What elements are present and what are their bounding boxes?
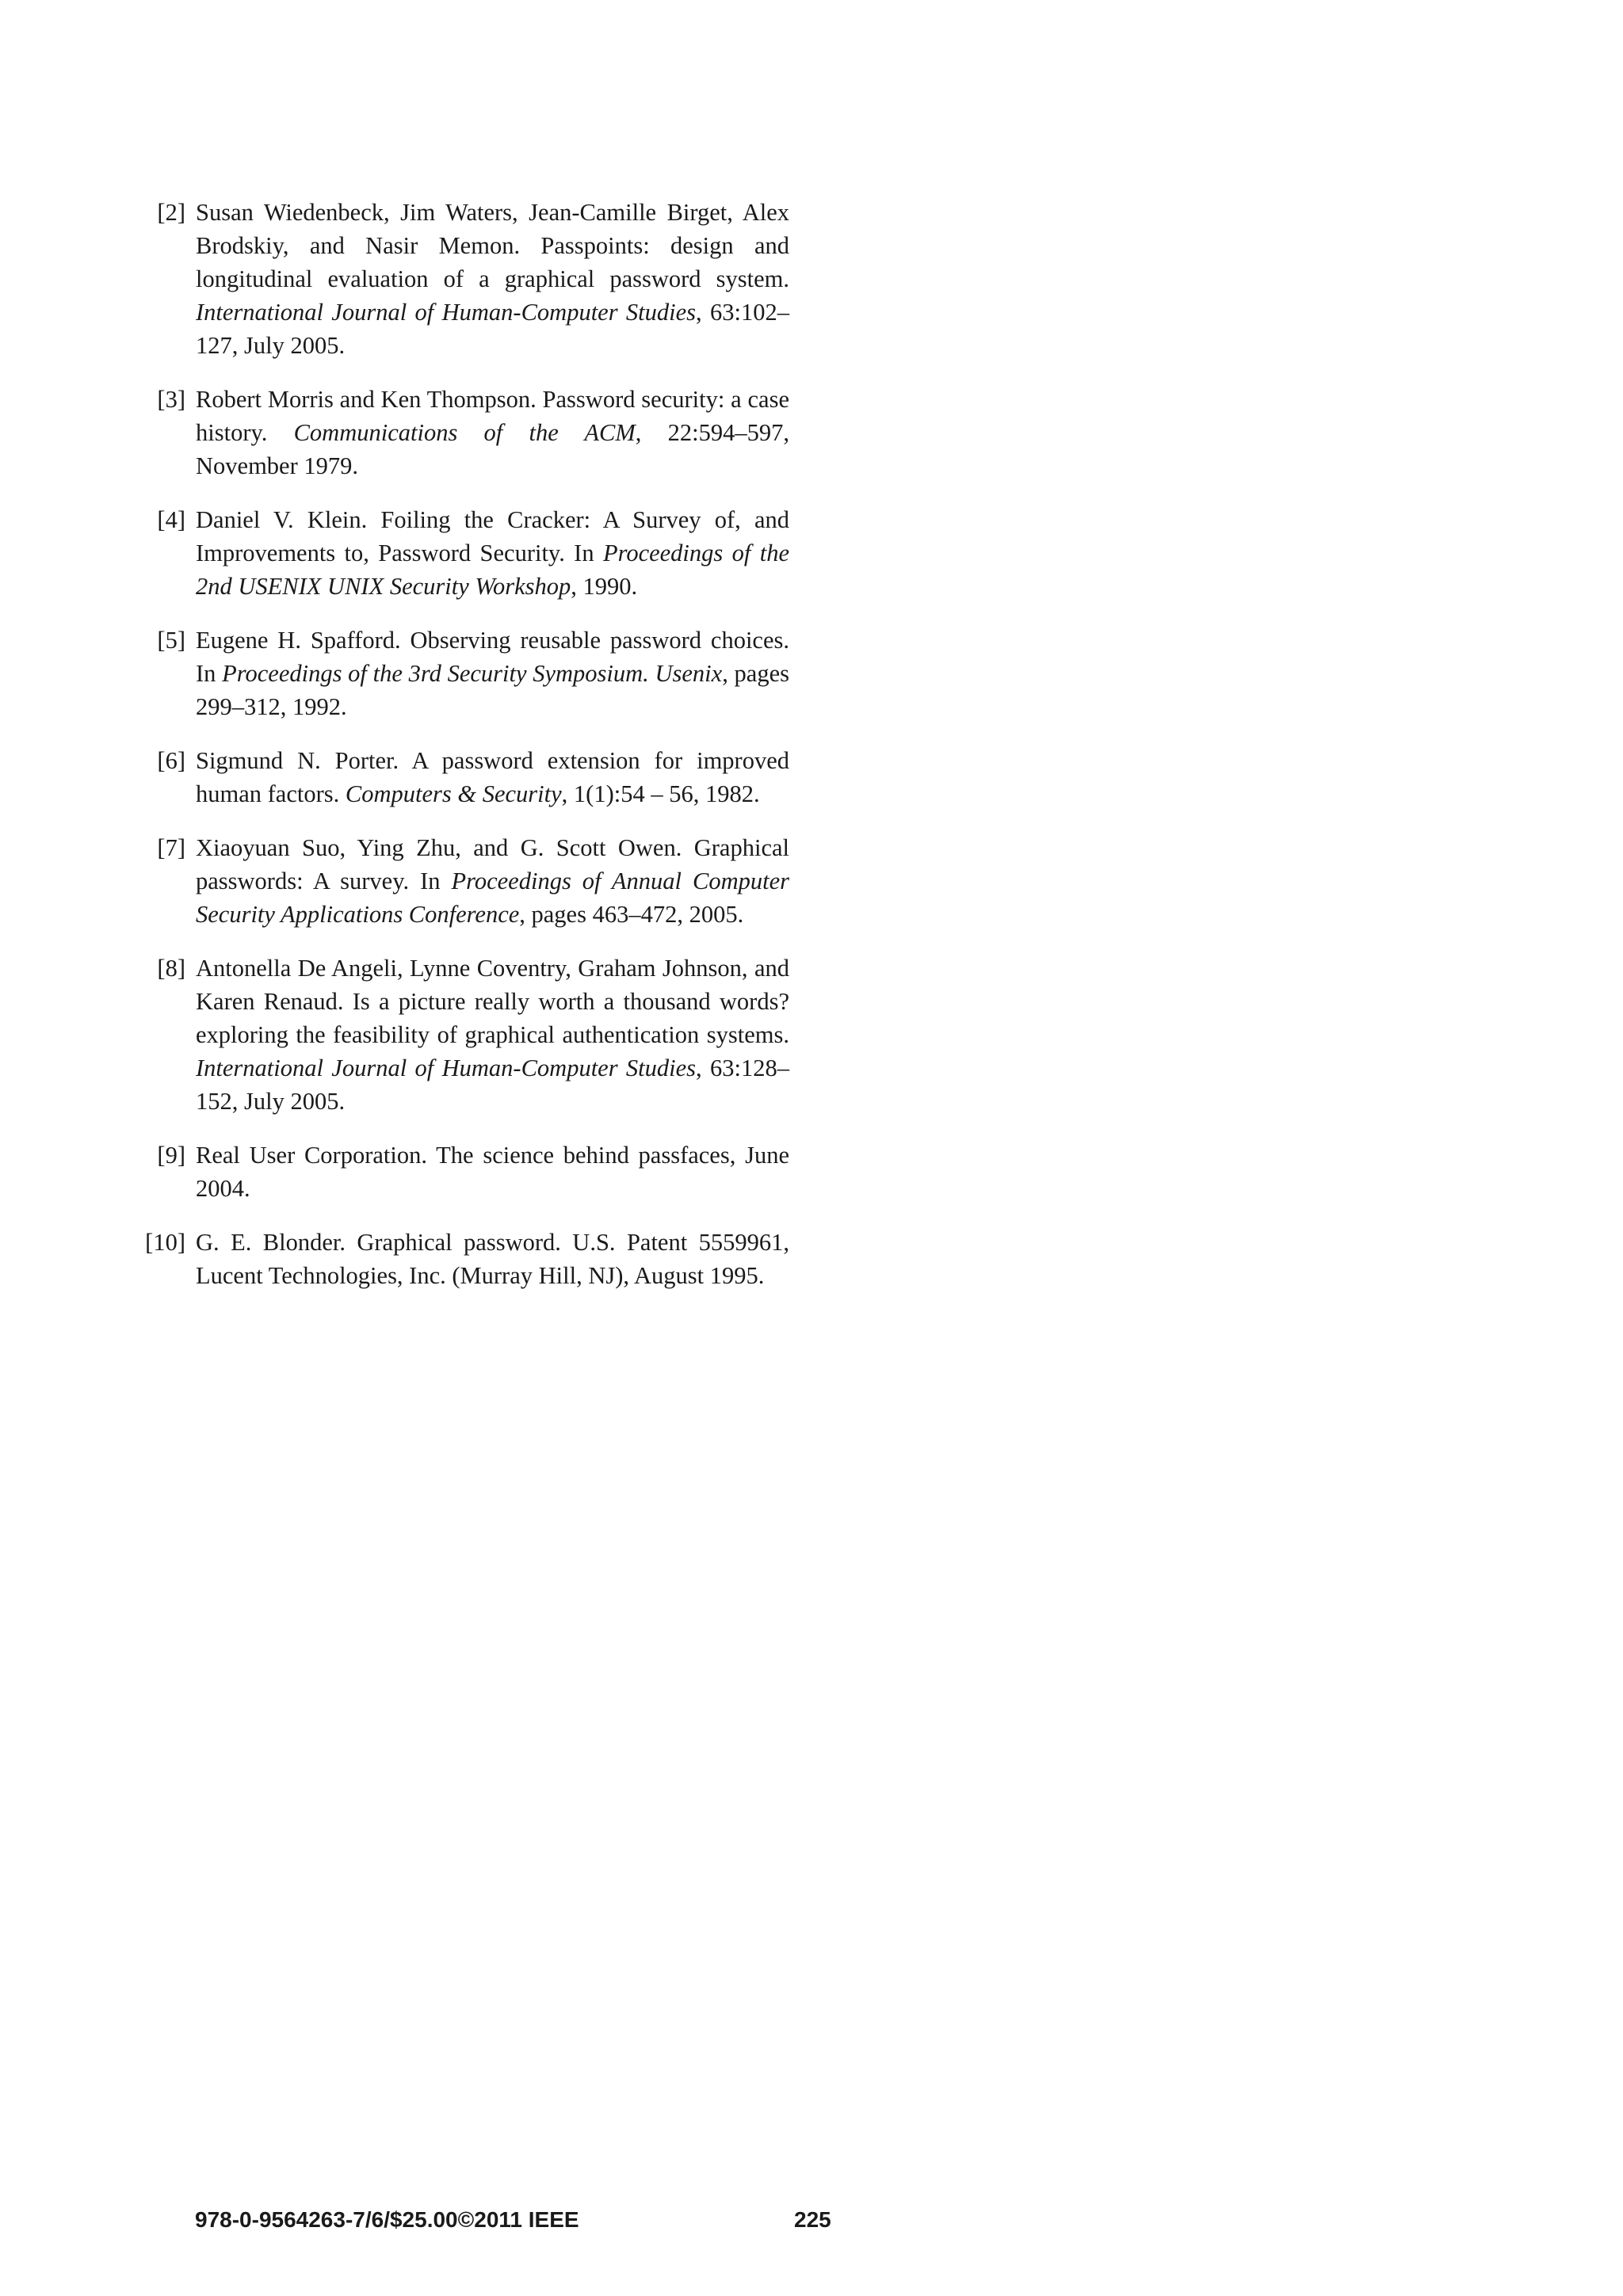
reference-entry	[135, 1138, 789, 1205]
reference-number: [7]	[157, 834, 185, 861]
reference-number: [10]	[145, 1229, 185, 1256]
reference-segment: Xiaoyuan Suo, Ying Zhu, and G. Scott Owen. Graphical passwords: A survey. In	[196, 834, 789, 894]
reference-segment: , 22:594–597, November 1979.	[196, 419, 789, 479]
reference-text	[196, 747, 789, 807]
reference-text	[196, 506, 789, 600]
reference-segment: Robert Morris and Ken Thompson. Password security: a case history.	[196, 386, 789, 446]
reference-segment: Real User Corporation. The science behind passfaces, June 2004.	[196, 1142, 789, 1202]
reference-number: [5]	[157, 627, 185, 654]
reference-number: [8]	[157, 955, 185, 982]
reference-entry	[135, 624, 789, 723]
page-number: 225	[794, 2207, 831, 2232]
reference-segment: Sigmund N. Porter. A password extension for improved human factors.	[196, 747, 789, 807]
reference-number: [3]	[157, 386, 185, 413]
reference-venue: International Journal of Human-Computer Studies	[196, 299, 697, 326]
reference-segment: , 1990.	[571, 573, 638, 600]
reference-venue: Proceedings of Annual Computer Security Applications Conference	[196, 868, 790, 928]
reference-venue: Communications of the ACM	[293, 419, 636, 446]
reference-segment: , pages 463–472, 2005.	[519, 901, 744, 928]
reference-venue: Computers & Security	[345, 780, 562, 807]
reference-segment: Daniel V. Klein. Foiling the Cracker: A Survey of, and Improvements to, Password Security. In	[196, 506, 789, 566]
reference-entry	[135, 503, 789, 603]
reference-segment: , 63:128–152, July 2005.	[196, 1055, 789, 1115]
reference-number: [9]	[157, 1142, 185, 1169]
reference-number: [6]	[157, 747, 185, 774]
reference-entry	[135, 952, 789, 1118]
reference-venue: International Journal of Human-Computer Studies	[196, 1055, 697, 1081]
reference-entry	[135, 196, 789, 362]
reference-segment: Susan Wiedenbeck, Jim Waters, Jean-Camille Birget, Alex Brodskiy, and Nasir Memon. Passpoints: design and longitudinal evaluation of a graphical password system.	[196, 199, 789, 292]
reference-segment: G. E. Blonder. Graphical password. U.S. Patent 5559961, Lucent Technologies, Inc. (Murray Hill, NJ), August 1995.	[196, 1229, 789, 1289]
reference-segment: Antonella De Angeli, Lynne Coventry, Graham Johnson, and Karen Renaud. Is a picture really worth a thousand words? exploring the feasibility of graphical authentication systems.	[196, 955, 789, 1048]
reference-text	[196, 1142, 789, 1202]
reference-text	[196, 199, 789, 359]
reference-text	[196, 834, 789, 928]
reference-segment: , 1(1):54 – 56, 1982.	[561, 780, 760, 807]
reference-entry	[135, 383, 789, 482]
reference-number: [2]	[157, 199, 185, 226]
reference-entry	[135, 1226, 789, 1292]
reference-entry	[135, 744, 789, 810]
reference-segment: , pages 299–312, 1992.	[196, 660, 789, 720]
reference-list	[135, 196, 789, 1313]
reference-number: [4]	[157, 506, 185, 533]
reference-entry	[135, 831, 789, 931]
reference-text	[196, 386, 789, 479]
reference-text	[196, 1229, 789, 1289]
reference-text	[196, 627, 789, 720]
reference-segment: Eugene H. Spafford. Observing reusable password choices. In	[196, 627, 789, 687]
reference-venue: Proceedings of the 3rd Security Symposium. Usenix	[222, 660, 723, 687]
reference-text	[196, 955, 789, 1115]
footer-isbn: 978-0-9564263-7/6/$25.00©2011 IEEE	[195, 2207, 579, 2232]
reference-venue: Proceedings of the 2nd USENIX UNIX Security Workshop	[196, 540, 789, 600]
reference-segment: , 63:102–127, July 2005.	[196, 299, 789, 359]
